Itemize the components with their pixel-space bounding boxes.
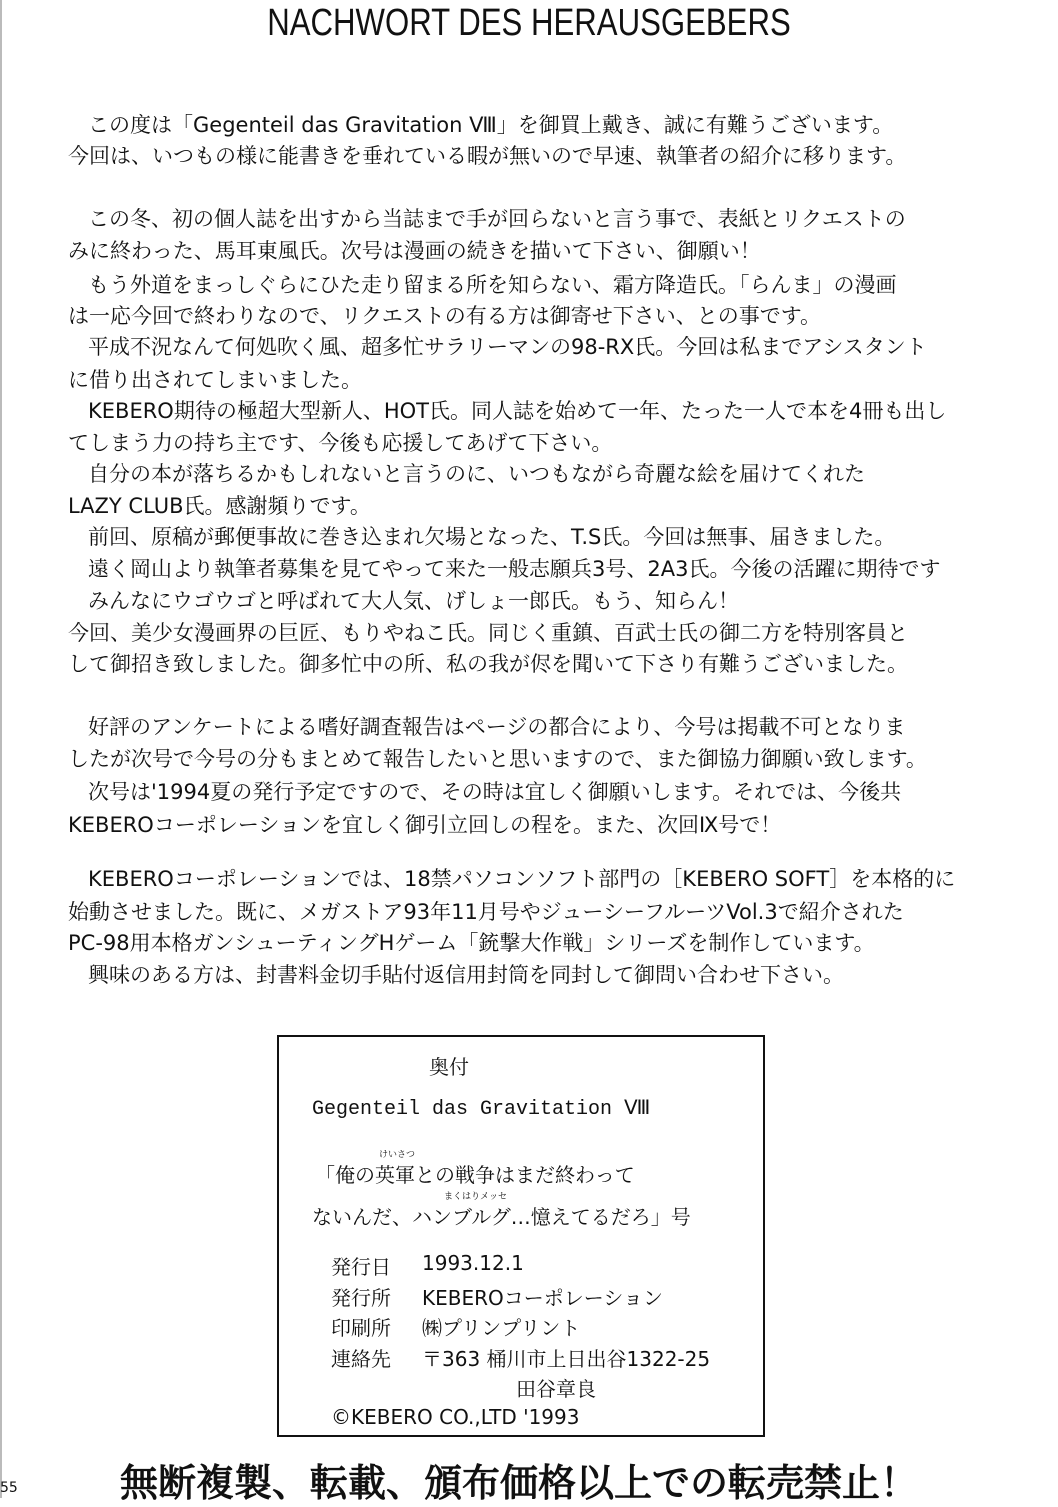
ruby-annotation: けいさつ: [379, 1150, 416, 1160]
paragraph-line: に借り出されてしまいました。: [68, 368, 362, 392]
paragraph-line: 平成不況なんて何処吹く風、超多忙サラリーマンの98-RX氏。今回は私までアシスタント: [88, 335, 927, 359]
colophon-value: KEBEROコーポレーション: [422, 1286, 663, 1310]
paragraph-line: 好評のアンケートによる嗜好調査報告はページの都合により、今号は掲載不可となりま: [88, 715, 906, 739]
paragraph-line: 前回、原稿が郵便事故に巻き込まれ欠場となった、T.S氏。今回は無事、届きました。: [88, 525, 896, 549]
paragraph-line: KEBEROコーポレーションを宜しく御引立回しの程を。また、次回Ⅸ号で！: [68, 813, 782, 837]
colophon-label: 印刷所: [331, 1316, 391, 1340]
paragraph-line: 今回、美少女漫画界の巨匠、もりやねこ氏。同じく重鎮、百武士氏の御二方を特別客員と: [68, 621, 908, 645]
colophon-contact-name: 田谷章良: [516, 1377, 596, 1401]
colophon-label: 発行所: [331, 1286, 391, 1310]
colophon-label: 連絡先: [331, 1347, 391, 1371]
paragraph-line: てしまう力の持ち主です、今後も応援してあげて下さい。: [68, 431, 613, 455]
page-number: 55: [0, 1480, 18, 1496]
paragraph-line: みに終わった、馬耳東風氏。次号は漫画の続きを描いて下さい、御願い！: [68, 239, 761, 263]
paragraph-line: この冬、初の個人誌を出すから当誌まで手が回らないと言う事で、表紙とリクエストの: [88, 207, 906, 231]
scan-edge: [0, 0, 2, 1498]
paragraph-line: したが次号で今号の分もまとめて報告したいと思いますので、また御協力御願い致します。: [68, 747, 927, 771]
paragraph-line: LAZY CLUB氏。感謝頻りです。: [68, 494, 371, 518]
paragraph-line: 今回は、いつもの様に能書きを垂れている暇が無いので早速、執筆者の紹介に移ります。: [68, 144, 907, 168]
paragraph-line: この度は「Gegenteil das Gravitation Ⅷ」を御買上戴き、誠に有難うございます。: [88, 113, 894, 137]
colophon-issue-title: ないんだ、ハンブルグ…憶えてるだろ」号: [312, 1205, 691, 1229]
colophon-value: ㈱プリンプリント: [422, 1316, 581, 1340]
paragraph-line: もう外道をまっしぐらにひた走り留まる所を知らない、霜方降造氏。「らんま」の漫画: [88, 273, 897, 297]
colophon-box: [277, 1035, 765, 1437]
paragraph-line: は一応今回で終わりなので、リクエストの有る方は御寄せ下さい、との事です。: [68, 304, 822, 328]
paragraph-line: 遠く岡山より執筆者募集を見てやって来た一般志願兵3号、2A3氏。今後の活躍に期待です: [88, 557, 941, 581]
paragraph-line: して御招き致しました。御多忙中の所、私の我が侭を聞いて下さり有難うございました。: [68, 652, 908, 676]
page-title: NACHWORT DES HERAUSGEBERS: [267, 2, 791, 44]
paragraph-line: みんなにウゴウゴと呼ばれて大人気、げしょ一郎氏。もう、知らん！: [88, 589, 739, 613]
paragraph-line: 始動させました。既に、メガストア93年11月号やジューシーフルーツVol.3で紹介された: [68, 900, 904, 924]
colophon-value: 〒363 桶川市上日出谷1322-25: [422, 1347, 711, 1371]
colophon-issue-title: 「俺の英軍との戦争はまだ終わって: [315, 1163, 635, 1187]
paragraph-line: 次号は'1994夏の発行予定ですので、その時は宜しく御願いします。それでは、今後共: [88, 780, 902, 804]
paragraph-line: 自分の本が落ちるかもしれないと言うのに、いつもながら奇麗な絵を届けてくれた: [88, 462, 865, 486]
paragraph-line: KEBEROコーポレーションでは、18禁パソコンソフト部門の［KEBERO SOFT］を本格的に: [88, 867, 956, 891]
colophon-series: Gegenteil das Gravitation Ⅷ: [312, 1098, 651, 1121]
paragraph-line: KEBERO期待の極超大型新人、HOT氏。同人誌を始めて一年、たった一人で本を4冊も出し: [88, 399, 947, 423]
colophon-label: 発行日: [331, 1255, 391, 1279]
colophon-value: 1993.12.1: [422, 1251, 524, 1275]
paragraph-line: PC-98用本格ガンシューティングHゲーム「銃撃大作戦」シリーズを制作しています。: [68, 931, 875, 955]
colophon-copyright: ©KEBERO CO.,LTD '1993: [331, 1405, 580, 1429]
ruby-annotation: まくはりメッセ: [444, 1192, 508, 1202]
paragraph-line: 興味のある方は、封書料金切手貼付返信用封筒を同封して御問い合わせ下さい。: [88, 963, 844, 987]
colophon-heading: 奥付: [429, 1055, 469, 1079]
reproduction-warning: 無断複製、転載、頒布価格以上での転売禁止！: [120, 1461, 919, 1505]
